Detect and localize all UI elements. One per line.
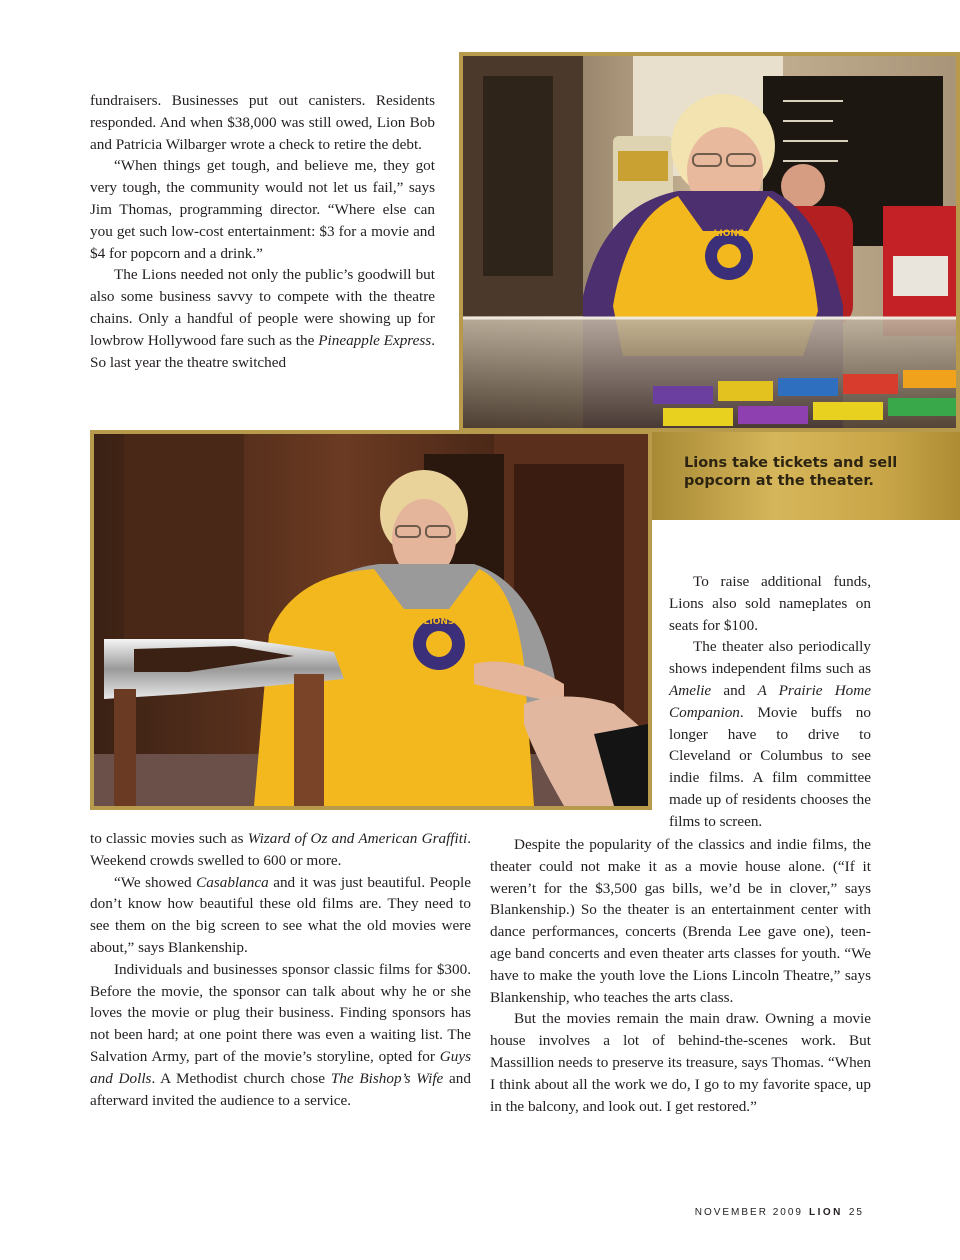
concession-photo-illustration [463,56,956,428]
page-folio [640,1207,864,1218]
film-title: Amelie [669,681,712,699]
paragraph [669,636,871,832]
text-run: and afterward invited the audience to a service. [90,1069,471,1109]
concession-photo [459,52,960,432]
paragraph: Despite the popularity of the classics and indie films, the theater could not make it as a movie house alone. (“If it weren’t for the $3,500 gas bills, we’d be in clover,” says Blankenship.) So the theater is an entertainment center with dance performances, concerts (Brenda Lee gave one), teen-age band concerts and even theater arts classes for youth. “We have to make the youth love the Lions Lincoln Theatre,” says Blankenship, who teaches the arts class. [490,836,871,1006]
photo-caption: Lions take tickets and sell popcorn at the theater. [684,455,898,489]
ticket-photo-illustration [94,434,648,806]
paragraph: But the movies remain the main draw. Owning a movie house involves a lot of behind-the-scenes work. But Massillion needs to preserve its treasure, says Thomas. “When I think about all the work we do, I go to my favorite space, up in the balcony, and look out. I get restored.” [490,1010,871,1115]
text-run: The theater also periodically shows independent films such as [669,638,871,678]
film-title: The Bishop’s Wife [330,1069,444,1087]
paragraph [90,872,471,959]
paragraph: To raise additional funds, Lions also sold nameplates on seats for $100. [669,573,871,634]
text-run: “We showed [114,873,197,891]
article-column-mid-right [669,571,871,833]
text-run: and [711,681,758,699]
article-column-bottom-right [490,834,871,1117]
vest-emblem-text: LIONS [713,229,745,239]
text-run: . A Methodist church chose [151,1069,331,1087]
text-run: to classic movies such as [90,830,248,847]
magazine-name: LION [808,1207,843,1218]
film-title: Guys and Dolls [90,1047,471,1087]
text-run: Individuals and businesses sponsor classic films for $300. Before the movie, the sponsor can talk about why he or she loves the movie or plug their business. Finding sponsors has not been hard; at one point there was even a waiting list. The Salvation Army, part of the movie’s storyline, opted for [90,960,471,1065]
text-run: . Movie buffs no longer have to drive to Cleveland or Columbus to see indie films. A film committee made up of residents chooses the films to screen. [669,703,871,830]
paragraph [90,959,471,1112]
text-run: The Lions needed not only the public’s goodwill but also some business savvy to compete with the theatre chains. Only a handful of people were showing up for lowbrow Hollywood fare such as the [90,266,435,349]
paragraph: “When things get tough, and believe me, they got very tough, the community would not let us fail,” says Jim Thomas, programming director. “Where else can you get such low-cost entertainment: $3 for a movie and $4 for popcorn and a drink.” [90,157,435,262]
photo-caption-box [652,432,960,520]
article-column-bottom-left [90,828,471,1111]
film-title: Casablanca [196,873,269,891]
text-run: . So last year the theatre switched [90,331,435,371]
paragraph [90,264,435,373]
paragraph: fundraisers. Businesses put out canisters. Residents responded. And when $38,000 was still owed, Lion Bob and Patricia Wilbarger wrote a check to retire the debt. [90,92,435,153]
ticket-photo [90,430,652,810]
text-run: and it was just beautiful. People don’t know how beautiful these old films are. They need to see them on the big screen to see what the old movies were about,” says Blankenship. [90,873,471,956]
page-number: 25 [848,1207,864,1218]
paragraph [90,828,471,872]
film-title: A Prairie Home Companion [669,681,871,721]
text-run: . Weekend crowds swelled to 600 or more. [90,830,471,869]
vest-emblem-text: LIONS [423,617,455,627]
issue-date: NOVEMBER 2009 [694,1207,803,1218]
film-title: Pineapple Express [318,331,432,349]
article-column-top-left [90,90,435,373]
film-title: Wizard of Oz and American Graffiti [247,830,468,847]
